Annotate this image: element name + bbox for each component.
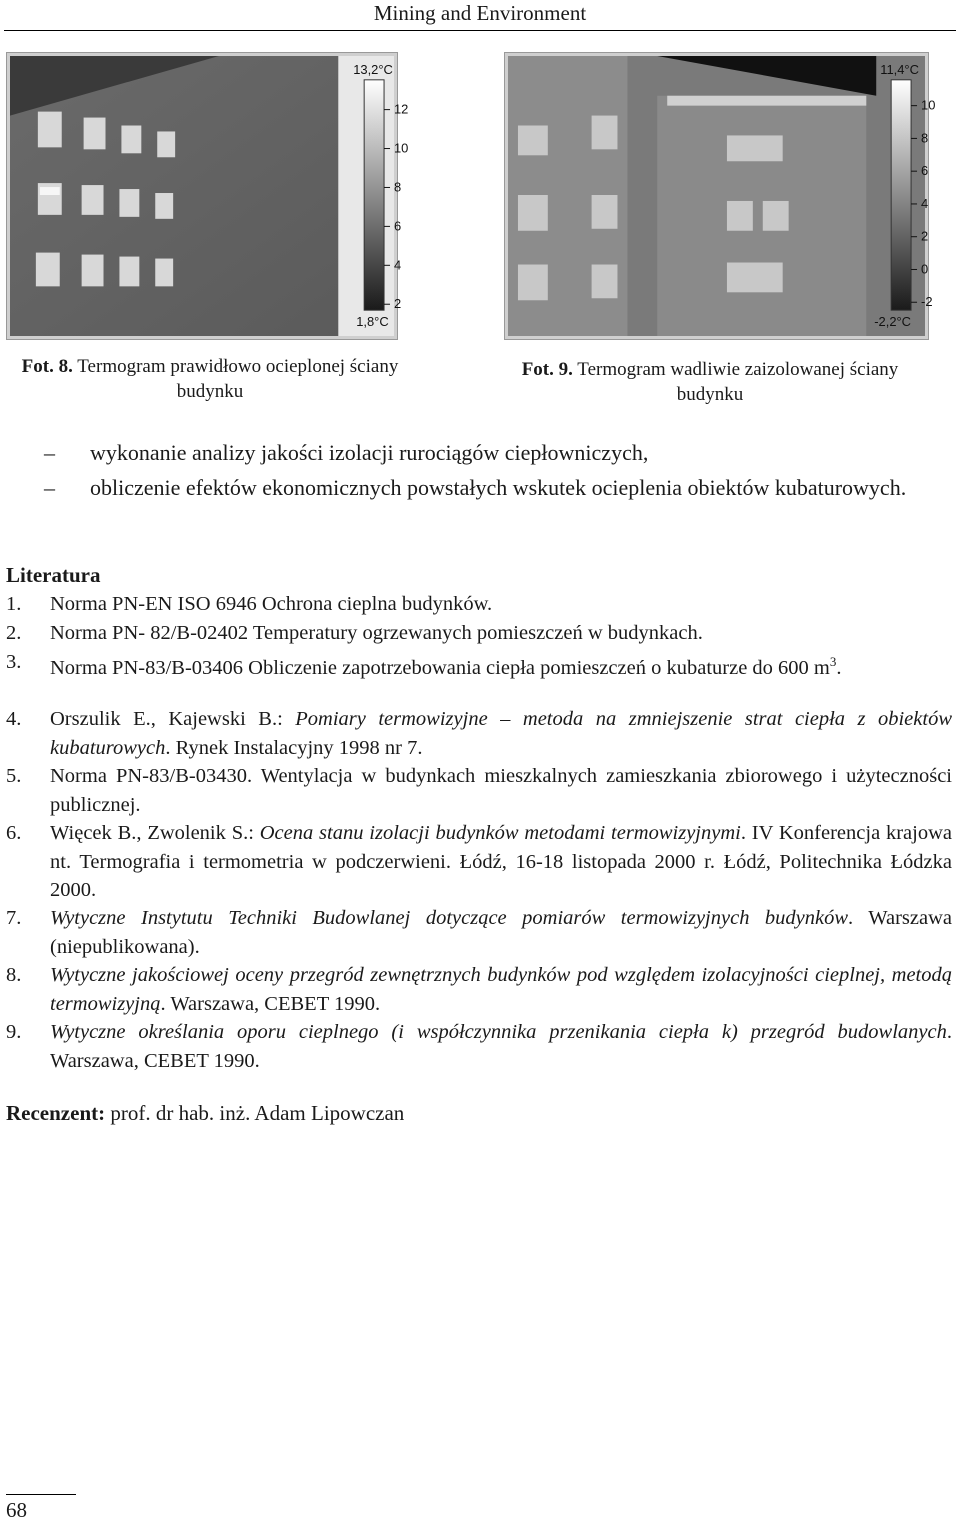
reviewer-line [6,1101,404,1126]
scale-tick-label: 4 [921,195,929,211]
scale-max-label: 11,4°C [880,61,919,77]
figure-label: Fot. 9. [521,359,573,380]
header-rule [4,30,956,31]
scale-tick-label: -2 [921,294,933,310]
reference-item: 5. Norma PN-83/B-03430. Wentylacja w budynkach mieszkalnych zamieszkania zbiorowego i użyteczności publicznej. [6,765,952,816]
scale-tick-label: 10 [394,140,409,156]
scale-max-label: 13,2°C [353,61,393,77]
scale-tick-label: 2 [394,296,402,312]
figure-caption-9 [500,357,920,407]
literature-heading: Literatura [6,563,101,587]
figure-caption-text: Termogram wadliwie zaizolowanej ściany budynku [577,359,899,405]
scale-tick-label: 4 [394,257,402,273]
footer-rule [6,1494,76,1495]
scale-tick-label: 8 [394,179,402,195]
figure-label: Fot. 8. [21,356,73,377]
scale-min-label: -2,2°C [874,314,912,330]
thermogram-photo-9 [504,52,936,340]
page-number: 68 [6,1498,27,1522]
thermogram-8-image [10,56,409,336]
thermogram-9-image [508,56,936,336]
thermogram-photo-8 [6,52,409,340]
reference-item: 9. Wytyczne określania oporu cieplnego (i współczynnika przenikania ciepła k) przegród budowlanych. Warszawa, CEBET 1990. [6,1021,952,1072]
figure-caption-8 [20,354,400,404]
reference-item: 8. Wytyczne jakościowej oceny przegród zewnętrznych budynków pod względem izolacyjności cieplnej, metodą termowizyjną. Warszawa, CEBET 1990. [6,964,952,1015]
reference-item: 1. Norma PN-EN ISO 6946 Ochrona cieplna budynków. [6,593,493,615]
scale-tick-label: 10 [921,97,936,113]
scale-tick-label: 0 [921,261,929,277]
dash-list-item: – obliczenie efektów ekonomicznych powstałych wskutek ocieplenia obiektów kubaturowych. [44,475,907,500]
reference-item: 6. Więcek B., Zwolenik S.: Ocena stanu izolacji budynków metodami termowizyjnymi. IV Konferencja krajowa nt. Termografia i termometria w podczerwieni. Łódź, 16-18 listopada 2000 r. Łódź, Politechnika Łódzka 2000. [6,822,952,901]
reference-item: 7. Wytyczne Instytutu Techniki Budowlanej dotyczące pomiarów termowizyjnych budynków. Warszawa (niepublikowana). [6,907,952,958]
reviewer-name: prof. dr hab. inż. Adam Lipowczan [110,1101,405,1125]
reference-item: 3. Norma PN-83/B-03406 Obliczenie zapotrzebowania ciepła pomieszczeń o kubaturze do 600 $m^3$. [6,651,842,679]
scale-tick-label: 2 [921,228,929,244]
scale-tick-label: 8 [921,130,929,146]
reference-item: 4. Orszulik E., Kajewski B.: Pomiary termowizyjne – metoda na zmniejszenie strat ciepła z obiektów kubaturowych. Rynek Instalacyjny 1998 nr 7. [6,708,953,759]
running-header: Mining and Environment [373,1,587,25]
reference-item: 2. Norma PN- 82/B-02402 Temperatury ogrzewanych pomieszczeń w budynkach. [6,622,703,644]
scale-tick-label: 6 [921,163,929,179]
figure-caption-text: Termogram prawidłowo ocieplonej ściany budynku [77,356,399,402]
scale-tick-label: 12 [394,101,409,117]
scale-tick-label: 6 [394,218,402,234]
reviewer-label: Recenzent: [6,1101,106,1125]
scale-min-label: 1,8°C [356,314,389,330]
dash-list-item: – wykonanie analizy jakości izolacji rurociągów ciepłowniczych, [44,440,649,465]
